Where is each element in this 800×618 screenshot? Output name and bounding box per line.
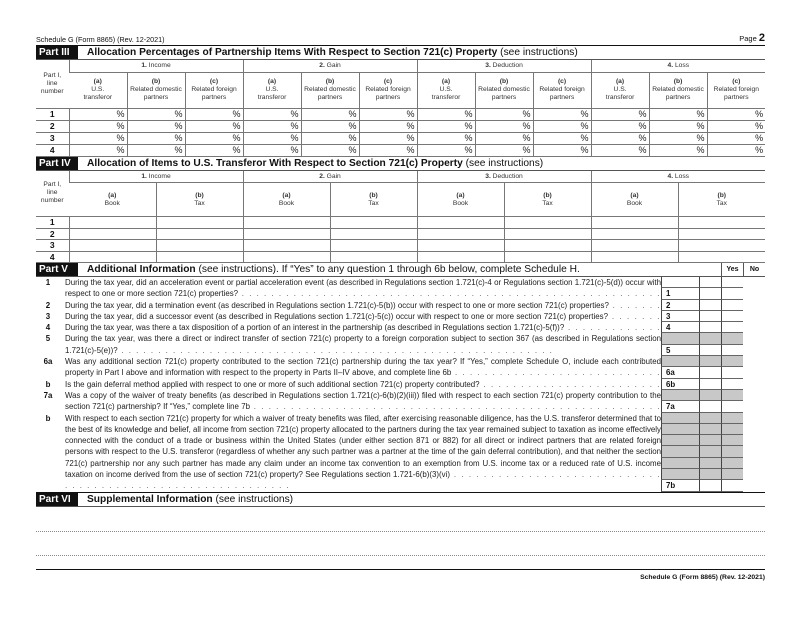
answer-row [661, 379, 765, 390]
part4-table [36, 171, 765, 264]
amount-input[interactable] [417, 251, 504, 263]
part5-header [36, 263, 765, 277]
answer-row [661, 300, 765, 311]
line-number: 3 [36, 132, 69, 144]
answer-boxes [661, 333, 765, 356]
amount-input[interactable] [504, 240, 591, 252]
yes-checkbox[interactable] [699, 345, 721, 356]
question-id: 4 [661, 322, 699, 333]
answer-boxes [661, 311, 765, 322]
subcol-header: (c) Related foreign partners [185, 72, 243, 108]
supplemental-info-area[interactable] [36, 507, 765, 569]
percentage-input[interactable]: % [417, 144, 475, 156]
percentage-input[interactable]: % [301, 132, 359, 144]
subcol-header: (b) Related domestic partners [475, 72, 533, 108]
percentage-input[interactable]: % [417, 120, 475, 132]
percentage-input[interactable]: % [649, 144, 707, 156]
question-row [36, 390, 765, 413]
percentage-input[interactable]: % [301, 120, 359, 132]
part-tag: Part V [36, 263, 78, 276]
percentage-input[interactable]: % [185, 120, 243, 132]
group-deduction-header: 3. Deduction [417, 171, 591, 183]
question-row [36, 379, 765, 390]
answer-row [661, 367, 765, 378]
question-number: b [45, 413, 51, 423]
percentage-input[interactable]: % [591, 120, 649, 132]
percentage-input[interactable]: % [475, 132, 533, 144]
question-text: During the tax year, did a successor event (as described in Regulations section 1.721(c)-5(c)) occur with respect to one or more section 721(c) properties? . . . [60, 311, 661, 322]
yes-checkbox[interactable] [699, 379, 721, 390]
amount-input[interactable] [504, 228, 591, 240]
question-number: 4 [45, 323, 51, 333]
subcol-header: (a) U.S. transferor [417, 72, 475, 108]
percentage-input[interactable]: % [69, 144, 127, 156]
amount-input[interactable] [156, 228, 243, 240]
subcol-header: (c) Related foreign partners [359, 72, 417, 108]
percentage-input[interactable]: % [591, 132, 649, 144]
amount-input[interactable] [69, 240, 156, 252]
question-text: Was any additional section 721(c) property contributed to the section 721(c) partnership during the tax year? If “Yes,” complete Schedule O, include each contributed property in Part I above and information with respect to the property in Parts II–IV above, and complete line 6b . . . [60, 356, 661, 379]
percentage-input[interactable]: % [127, 120, 185, 132]
amount-input[interactable] [156, 240, 243, 252]
question-number: 2 [45, 300, 51, 310]
percentage-input[interactable]: % [243, 132, 301, 144]
yes-checkbox[interactable] [699, 311, 721, 322]
no-checkbox[interactable] [721, 288, 743, 299]
line-number: 2 [36, 228, 69, 240]
answer-row [661, 311, 765, 322]
no-checkbox[interactable] [721, 401, 743, 412]
percentage-input[interactable]: % [475, 120, 533, 132]
no-checkbox[interactable] [721, 480, 743, 491]
question-id: 6b [661, 379, 699, 390]
question-row [36, 322, 765, 333]
yes-column-label: Yes [721, 263, 743, 277]
percentage-input[interactable]: % [533, 132, 591, 144]
no-column-label: No [743, 263, 765, 277]
question-number: 6a [43, 357, 53, 367]
question-row [36, 311, 765, 322]
amount-input[interactable] [156, 217, 243, 229]
line-number-header: Part I, line number [36, 60, 69, 108]
yes-no-header [721, 263, 765, 277]
percentage-input[interactable]: % [243, 144, 301, 156]
answer-row [661, 322, 765, 333]
question-text: With respect to each section 721(c) property for which a waiver of treaty benefits was filed, after exercising reasonable diligence, has the U.S. transferor determined that to the best of its knowledge and belief, all income from section 721(c) property allocated to the partners during the tax year remained subject to taxation as income effectively connected with the conduct of a trade or business within the United States (under either section 871 or 882) for all direct or indirect partners that are related foreign persons with respect to the U.S. transferor (regardless of whether any such partner was a partner at the time of the gain deferral contribution), and that neither the section 721(c) partnership nor any such partner has made any claim under an income tax convention to an exemption from U.S. income tax or a reduced rate of U.S. income taxation on income derived from the use of section 721(c) property? See Regulations section 1.721-6(b)(3)(vi) . . . [60, 413, 661, 492]
percentage-input[interactable]: % [591, 144, 649, 156]
no-checkbox[interactable] [721, 311, 743, 322]
amount-input[interactable] [504, 217, 591, 229]
question-id: 5 [661, 345, 699, 356]
group-income-header: 1. Income [69, 60, 243, 72]
amount-input[interactable] [591, 251, 678, 263]
percentage-input[interactable]: % [649, 108, 707, 120]
percentage-input[interactable]: % [127, 132, 185, 144]
question-text: Is the gain deferral method applied with respect to one or more of such additional section 721(c) property contributed? . . . [60, 379, 661, 390]
subcol-header: (a) Book [417, 183, 504, 217]
table-row [36, 144, 765, 156]
part5-questions [36, 277, 765, 493]
supplemental-line-2[interactable] [36, 555, 765, 556]
line-number: 4 [36, 251, 69, 263]
percentage-input[interactable]: % [69, 108, 127, 120]
question-row [36, 413, 765, 492]
table-row [36, 217, 765, 229]
percentage-input[interactable]: % [533, 144, 591, 156]
question-text: During the tax year, did a termination event (as described in Regulations section 1.721(c)-5(b)) occur with respect to one or more section 721(c) properties? . . . [60, 300, 661, 311]
table-row [36, 132, 765, 144]
percentage-input[interactable]: % [475, 144, 533, 156]
amount-input[interactable] [330, 217, 417, 229]
percentage-input[interactable]: % [707, 108, 765, 120]
yes-checkbox[interactable] [699, 480, 721, 491]
amount-input[interactable] [417, 217, 504, 229]
subcol-header: (c) Related foreign partners [533, 72, 591, 108]
yes-checkbox[interactable] [699, 300, 721, 311]
question-text: During the tax year, did an acceleration event or partial acceleration event (as described in Regulations section 1.721(c)-4 or Regulations section 1.721(c)-5(d)) occur with respect to one or more section 721(c) properties? . . . [60, 277, 661, 300]
part-title: Allocation Percentages of Partnership Items With Respect to Section 721(c) Property (see instructions) [87, 47, 578, 58]
no-checkbox[interactable] [721, 300, 743, 311]
part6-header [36, 493, 765, 507]
percentage-input[interactable]: % [243, 108, 301, 120]
percentage-input[interactable]: % [359, 144, 417, 156]
amount-input[interactable] [678, 240, 765, 252]
question-number: 7a [43, 390, 53, 400]
group-deduction-header: 3. Deduction [417, 60, 591, 72]
answer-boxes [661, 390, 765, 413]
answer-boxes [661, 356, 765, 379]
line-number: 2 [36, 120, 69, 132]
no-checkbox[interactable] [721, 367, 743, 378]
percentage-input[interactable]: % [359, 120, 417, 132]
group-loss-header: 4. Loss [591, 60, 765, 72]
table-row [36, 251, 765, 263]
subcol-header: (b) Related domestic partners [301, 72, 359, 108]
amount-input[interactable] [591, 228, 678, 240]
subcol-header: (b) Tax [156, 183, 243, 217]
amount-input[interactable] [156, 251, 243, 263]
question-row [36, 356, 765, 379]
question-id: 2 [661, 300, 699, 311]
part-tag: Part III [36, 46, 78, 59]
question-number: 1 [45, 278, 51, 287]
question-text: During the tax year, was there a direct or indirect transfer of section 721(c) property to a foreign corporation subject to section 367 (as described in Regulations section 1.721(c)-5(e))? . . . [60, 333, 661, 356]
percentage-input[interactable]: % [417, 108, 475, 120]
line-number: 1 [36, 217, 69, 229]
answer-row [661, 480, 765, 491]
amount-input[interactable] [330, 251, 417, 263]
answer-boxes [661, 277, 765, 300]
percentage-input[interactable]: % [359, 132, 417, 144]
percentage-input[interactable]: % [359, 108, 417, 120]
group-gain-header: 2. Gain [243, 60, 417, 72]
yes-checkbox[interactable] [699, 288, 721, 299]
percentage-input[interactable]: % [185, 108, 243, 120]
amount-input[interactable] [330, 240, 417, 252]
question-text: During the tax year, was there a tax disposition of a portion of an interest in the partnership (as described in Regulations section 1.721(c)-5(f))? . . . [60, 322, 661, 333]
line-number: 3 [36, 240, 69, 252]
table-row [36, 228, 765, 240]
question-id: 3 [661, 311, 699, 322]
yes-checkbox[interactable] [699, 401, 721, 412]
group-gain-header: 2. Gain [243, 171, 417, 183]
group-income-header: 1. Income [69, 171, 243, 183]
percentage-input[interactable]: % [533, 120, 591, 132]
subcol-header: (a) U.S. transferor [243, 72, 301, 108]
subcol-header: (a) Book [69, 183, 156, 217]
amount-input[interactable] [69, 217, 156, 229]
amount-input[interactable] [69, 228, 156, 240]
percentage-input[interactable]: % [707, 132, 765, 144]
percentage-input[interactable]: % [591, 108, 649, 120]
question-text: Was a copy of the waiver of treaty benefits (as described in Regulations section 1.721(c)-6(b)(2)(iii)) filed with respect to each section 721(c) property contribution to the section 721(c) partnership? If “Yes,” complete line 7b . . . [60, 390, 661, 413]
answer-row [661, 288, 765, 299]
percentage-input[interactable]: % [533, 108, 591, 120]
yes-checkbox[interactable] [699, 322, 721, 333]
percentage-input[interactable]: % [649, 132, 707, 144]
part-tag: Part IV [36, 157, 78, 170]
line-number: 4 [36, 144, 69, 156]
percentage-input[interactable]: % [185, 144, 243, 156]
amount-input[interactable] [243, 251, 330, 263]
question-number: 3 [45, 311, 51, 321]
amount-input[interactable] [591, 240, 678, 252]
percentage-input[interactable]: % [243, 120, 301, 132]
question-id: 1 [661, 288, 699, 299]
no-checkbox[interactable] [721, 345, 743, 356]
footer-form-id: Schedule G (Form 8865) (Rev. 12-2021) [640, 573, 765, 581]
amount-input[interactable] [243, 240, 330, 252]
question-row [36, 277, 765, 300]
subcol-header: (c) Related foreign partners [707, 72, 765, 108]
amount-input[interactable] [678, 217, 765, 229]
amount-input[interactable] [69, 251, 156, 263]
answer-row [661, 401, 765, 412]
subcol-header: (b) Related domestic partners [127, 72, 185, 108]
question-id: 6a [661, 367, 699, 378]
subcol-header: (a) Book [591, 183, 678, 217]
percentage-input[interactable]: % [707, 144, 765, 156]
table-row [36, 240, 765, 252]
percentage-input[interactable]: % [707, 120, 765, 132]
group-loss-header: 4. Loss [591, 171, 765, 183]
part3-header [36, 46, 765, 60]
percentage-input[interactable]: % [69, 132, 127, 144]
percentage-input[interactable]: % [301, 144, 359, 156]
question-id: 7b [661, 480, 699, 491]
page-number: 2 [758, 32, 765, 44]
percentage-input[interactable]: % [301, 108, 359, 120]
percentage-input[interactable]: % [475, 108, 533, 120]
subcol-header: (b) Tax [504, 183, 591, 217]
percentage-input[interactable]: % [69, 120, 127, 132]
amount-input[interactable] [591, 217, 678, 229]
line-number: 1 [36, 108, 69, 120]
subcol-header: (a) Book [243, 183, 330, 217]
percentage-input[interactable]: % [417, 132, 475, 144]
amount-input[interactable] [504, 251, 591, 263]
question-row [36, 300, 765, 311]
form-id: Schedule G (Form 8865) (Rev. 12-2021) [36, 35, 165, 44]
part-title: Supplemental Information (see instructions) [87, 493, 294, 505]
subcol-header: (a) U.S. transferor [591, 72, 649, 108]
amount-input[interactable] [243, 217, 330, 229]
answer-row [661, 345, 765, 356]
subcol-header: (a) U.S. transferor [69, 72, 127, 108]
percentage-input[interactable]: % [127, 108, 185, 120]
amount-input[interactable] [330, 228, 417, 240]
table-row [36, 108, 765, 120]
yes-checkbox[interactable] [699, 367, 721, 378]
part-title: Additional Information (see instructions). If “Yes” to any question 1 through 6b below, complete Schedule H. [87, 264, 580, 275]
subcol-header: (b) Tax [330, 183, 417, 217]
percentage-input[interactable]: % [127, 144, 185, 156]
amount-input[interactable] [243, 228, 330, 240]
question-number: b [45, 379, 51, 389]
question-row [36, 333, 765, 356]
part4-header [36, 157, 765, 171]
question-number: 5 [45, 334, 51, 344]
no-checkbox[interactable] [721, 322, 743, 333]
supplemental-line-1[interactable] [36, 531, 765, 532]
amount-input[interactable] [417, 228, 504, 240]
amount-input[interactable] [417, 240, 504, 252]
answer-boxes [661, 322, 765, 333]
percentage-input[interactable]: % [649, 120, 707, 132]
question-id: 7a [661, 401, 699, 412]
answer-boxes [661, 413, 765, 492]
part3-table [36, 60, 765, 157]
line-number-header: Part I, line number [36, 171, 69, 217]
subcol-header: (b) Tax [678, 183, 765, 217]
amount-input[interactable] [678, 228, 765, 240]
percentage-input[interactable]: % [185, 132, 243, 144]
form-page [36, 30, 765, 581]
answer-boxes [661, 300, 765, 311]
table-row [36, 120, 765, 132]
no-checkbox[interactable] [721, 379, 743, 390]
page-indicator: Page 2 [739, 32, 765, 44]
part-tag: Part VI [36, 493, 78, 506]
page-footer [36, 569, 765, 581]
page-header [36, 30, 765, 46]
part-title: Allocation of Items to U.S. Transferor With Respect to Section 721(c) Property (see instructions) [87, 157, 544, 169]
amount-input[interactable] [678, 251, 765, 263]
answer-boxes [661, 379, 765, 390]
subcol-header: (b) Related domestic partners [649, 72, 707, 108]
